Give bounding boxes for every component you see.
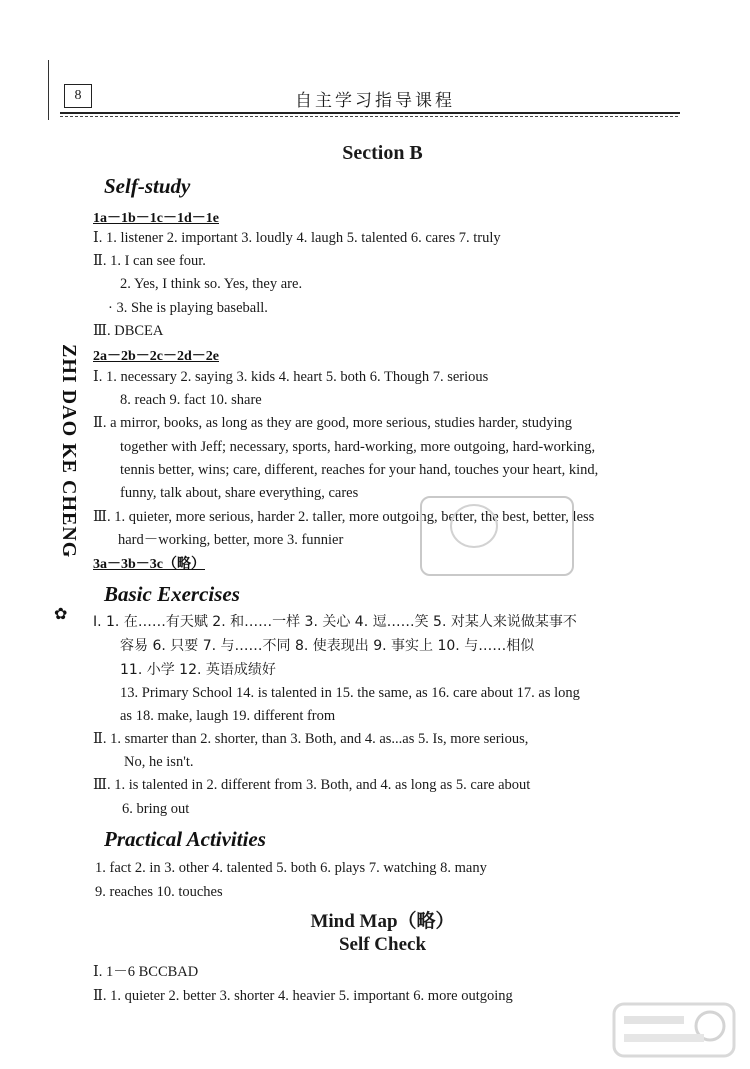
self-check-line-1: Ⅰ. 1－6 BCCBAD [93, 964, 199, 980]
self-study-heading: Self-study [104, 174, 191, 198]
self-study-line-2: Ⅱ. 1. I can see four. [93, 253, 206, 269]
mind-map-title: Mind Map（略） [310, 911, 455, 932]
header-rule-dotted [60, 116, 680, 117]
basic-line-2: 容易 6. 只要 7. 与……不同 8. 使表现出 9. 事实上 10. 与……相似 [120, 638, 535, 654]
self-study-line-5: Ⅲ. DBCEA [93, 323, 164, 339]
watermark-stamp [420, 496, 574, 576]
self-study-2-line-8: hard－working, better, more 3. funnier [118, 532, 344, 548]
corner-watermark-logo [610, 1000, 740, 1060]
basic-line-6: Ⅱ. 1. smarter than 2. shorter, than 3. Both, and 4. as...as 5. Is, more serious, [93, 731, 529, 747]
practical-line-2: 9. reaches 10. touches [95, 884, 223, 900]
self-study-2-line-6: funny, talk about, share everything, cares [120, 485, 359, 501]
basic-line-1: Ⅰ. 1. 在……有天赋 2. 和……一样 3. 关心 4. 逗……笑 5. 对某人来说做某事不 [93, 614, 577, 630]
sub-heading-2a: 2a－2b－2c－2d－2e [93, 349, 219, 364]
basic-line-4: 13. Primary School 14. is talented in 15. the same, as 16. care about 17. as long [120, 685, 580, 701]
basic-line-7: No, he isn't. [124, 754, 194, 770]
section-b-title: Section B [342, 142, 423, 164]
sub-heading-3a: 3a－3b－3c（略） [93, 557, 205, 572]
basic-line-8: Ⅲ. 1. is talented in 2. different from 3. Both, and 4. as long as 5. care about [93, 777, 531, 793]
practical-activities-heading: Practical Activities [104, 827, 266, 851]
self-study-2-line-4: together with Jeff; necessary, sports, hard-working, more outgoing, hard-working, [120, 439, 596, 455]
self-check-title: Self Check [338, 934, 427, 955]
self-study-2-line-7: Ⅲ. 1. quieter, more serious, harder 2. taller, more outgoing, better, the best, better, less [93, 509, 595, 525]
side-logo-icon: ✿ [54, 604, 68, 623]
basic-line-3: 11. 小学 12. 英语成绩好 [120, 662, 276, 678]
practical-line-1: 1. fact 2. in 3. other 4. talented 5. both 6. plays 7. watching 8. many [95, 860, 487, 876]
self-study-2-line-5: tennis better, wins; care, different, reaches for your hand, touches your heart, kind, [120, 462, 599, 478]
self-study-line-3: 2. Yes, I think so. Yes, they are. [120, 276, 303, 292]
self-study-line-4: · 3. She is playing baseball. [108, 300, 268, 316]
page-edge-line [48, 60, 49, 120]
sub-heading-1a: 1a－1b－1c－1d－1e [93, 211, 219, 226]
header-title: 自主学习指导课程 [295, 91, 455, 111]
self-check-line-2: Ⅱ. 1. quieter 2. better 3. shorter 4. heavier 5. important 6. more outgoing [93, 988, 513, 1004]
self-study-2-line-3: Ⅱ. a mirror, books, as long as they are good, more serious, studies harder, studying [93, 415, 573, 431]
side-vertical-text: ZHI DAO KE CHENG [58, 344, 80, 559]
basic-line-5: as 18. make, laugh 19. different from [120, 708, 336, 724]
self-study-2-line-1: Ⅰ. 1. necessary 2. saying 3. kids 4. heart 5. both 6. Though 7. serious [93, 369, 489, 385]
self-study-line-1: Ⅰ. 1. listener 2. important 3. loudly 4. laugh 5. talented 6. cares 7. truly [93, 230, 501, 246]
basic-line-9: 6. bring out [122, 801, 190, 817]
page-number: 8 [64, 84, 92, 108]
header-rule [60, 112, 680, 114]
self-study-2-line-2: 8. reach 9. fact 10. share [120, 392, 262, 408]
basic-exercises-heading: Basic Exercises [104, 582, 240, 606]
